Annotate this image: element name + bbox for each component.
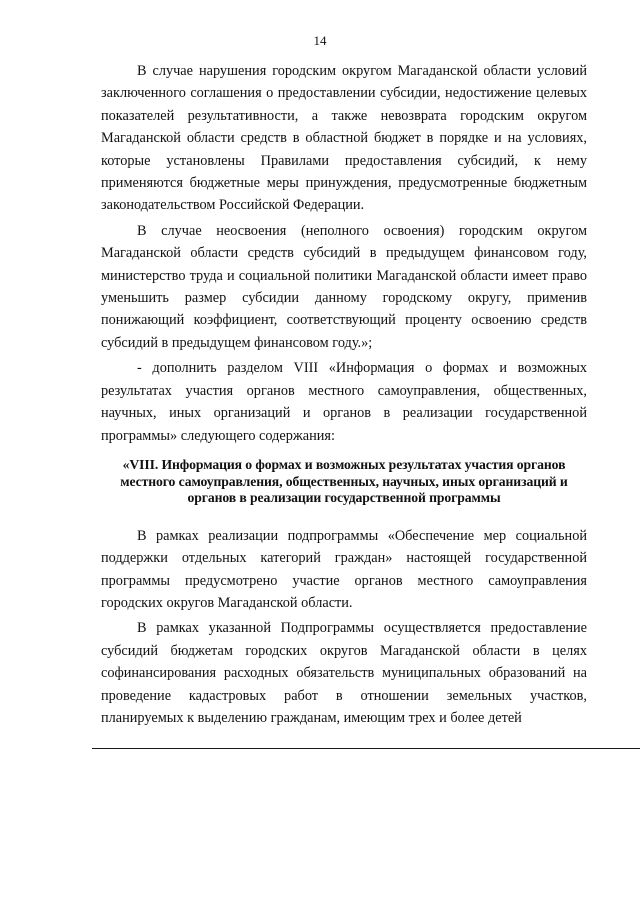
footer-rule: [92, 748, 640, 749]
document-body: [101, 60, 587, 729]
paragraph-subsidies: В рамках указанной Подпрограммы осуществляется предоставление субсидий бюджетам городских округов Магаданской области в целях софинансирования расходных обязательств муниципальных образований на проведение кадастровых работ в отношении земельных участков, планируемых к выделению гражданам, имеющим трех и более детей: [101, 620, 587, 726]
paragraph-amendment: - дополнить разделом VIII «Информация о формах и возможных результатах участия органов местного самоуправления, общественных, научных, иных организаций и органов в реализации государственной программы» следующего содержания:: [101, 360, 587, 444]
page-number: 14: [313, 33, 327, 48]
paragraph-underuse: В случае неосвоения (неполного освоения) городским округом Магаданской области средств субсидий в предыдущем финансовом году, министерство труда и социальной политики Магаданской области имеет право уменьшить размер субсидии данному городскому округу, применив понижающий коэффициент, соответствующий проценту освоению средств субсидий в предыдущем финансовом году.»;: [101, 222, 587, 351]
paragraph-subprogram: В рамках реализации подпрограммы «Обеспечение мер социальной поддержки отдельных категорий граждан» настоящей государственной программы предусмотрено участие органов местного самоуправления городских округов Магаданской области.: [101, 527, 587, 611]
section-heading: «VIII. Информация о формах и возможных результатах участия органов местного самоуправления, общественных, научных, иных организаций и органов в реализации государственной программы: [120, 456, 568, 506]
paragraph-violation: В случае нарушения городским округом Магаданской области условий заключенного соглашения о предоставлении субсидии, недостижение целевых показателей результативности, а также невозврата городским округом Магаданской области средств в областной бюджет в порядке и на условиях, которые установлены Правилами предоставления субсидий, к нему применяются бюджетные меры принуждения, предусмотренные бюджетным законодательством Российской Федерации.: [101, 63, 587, 214]
